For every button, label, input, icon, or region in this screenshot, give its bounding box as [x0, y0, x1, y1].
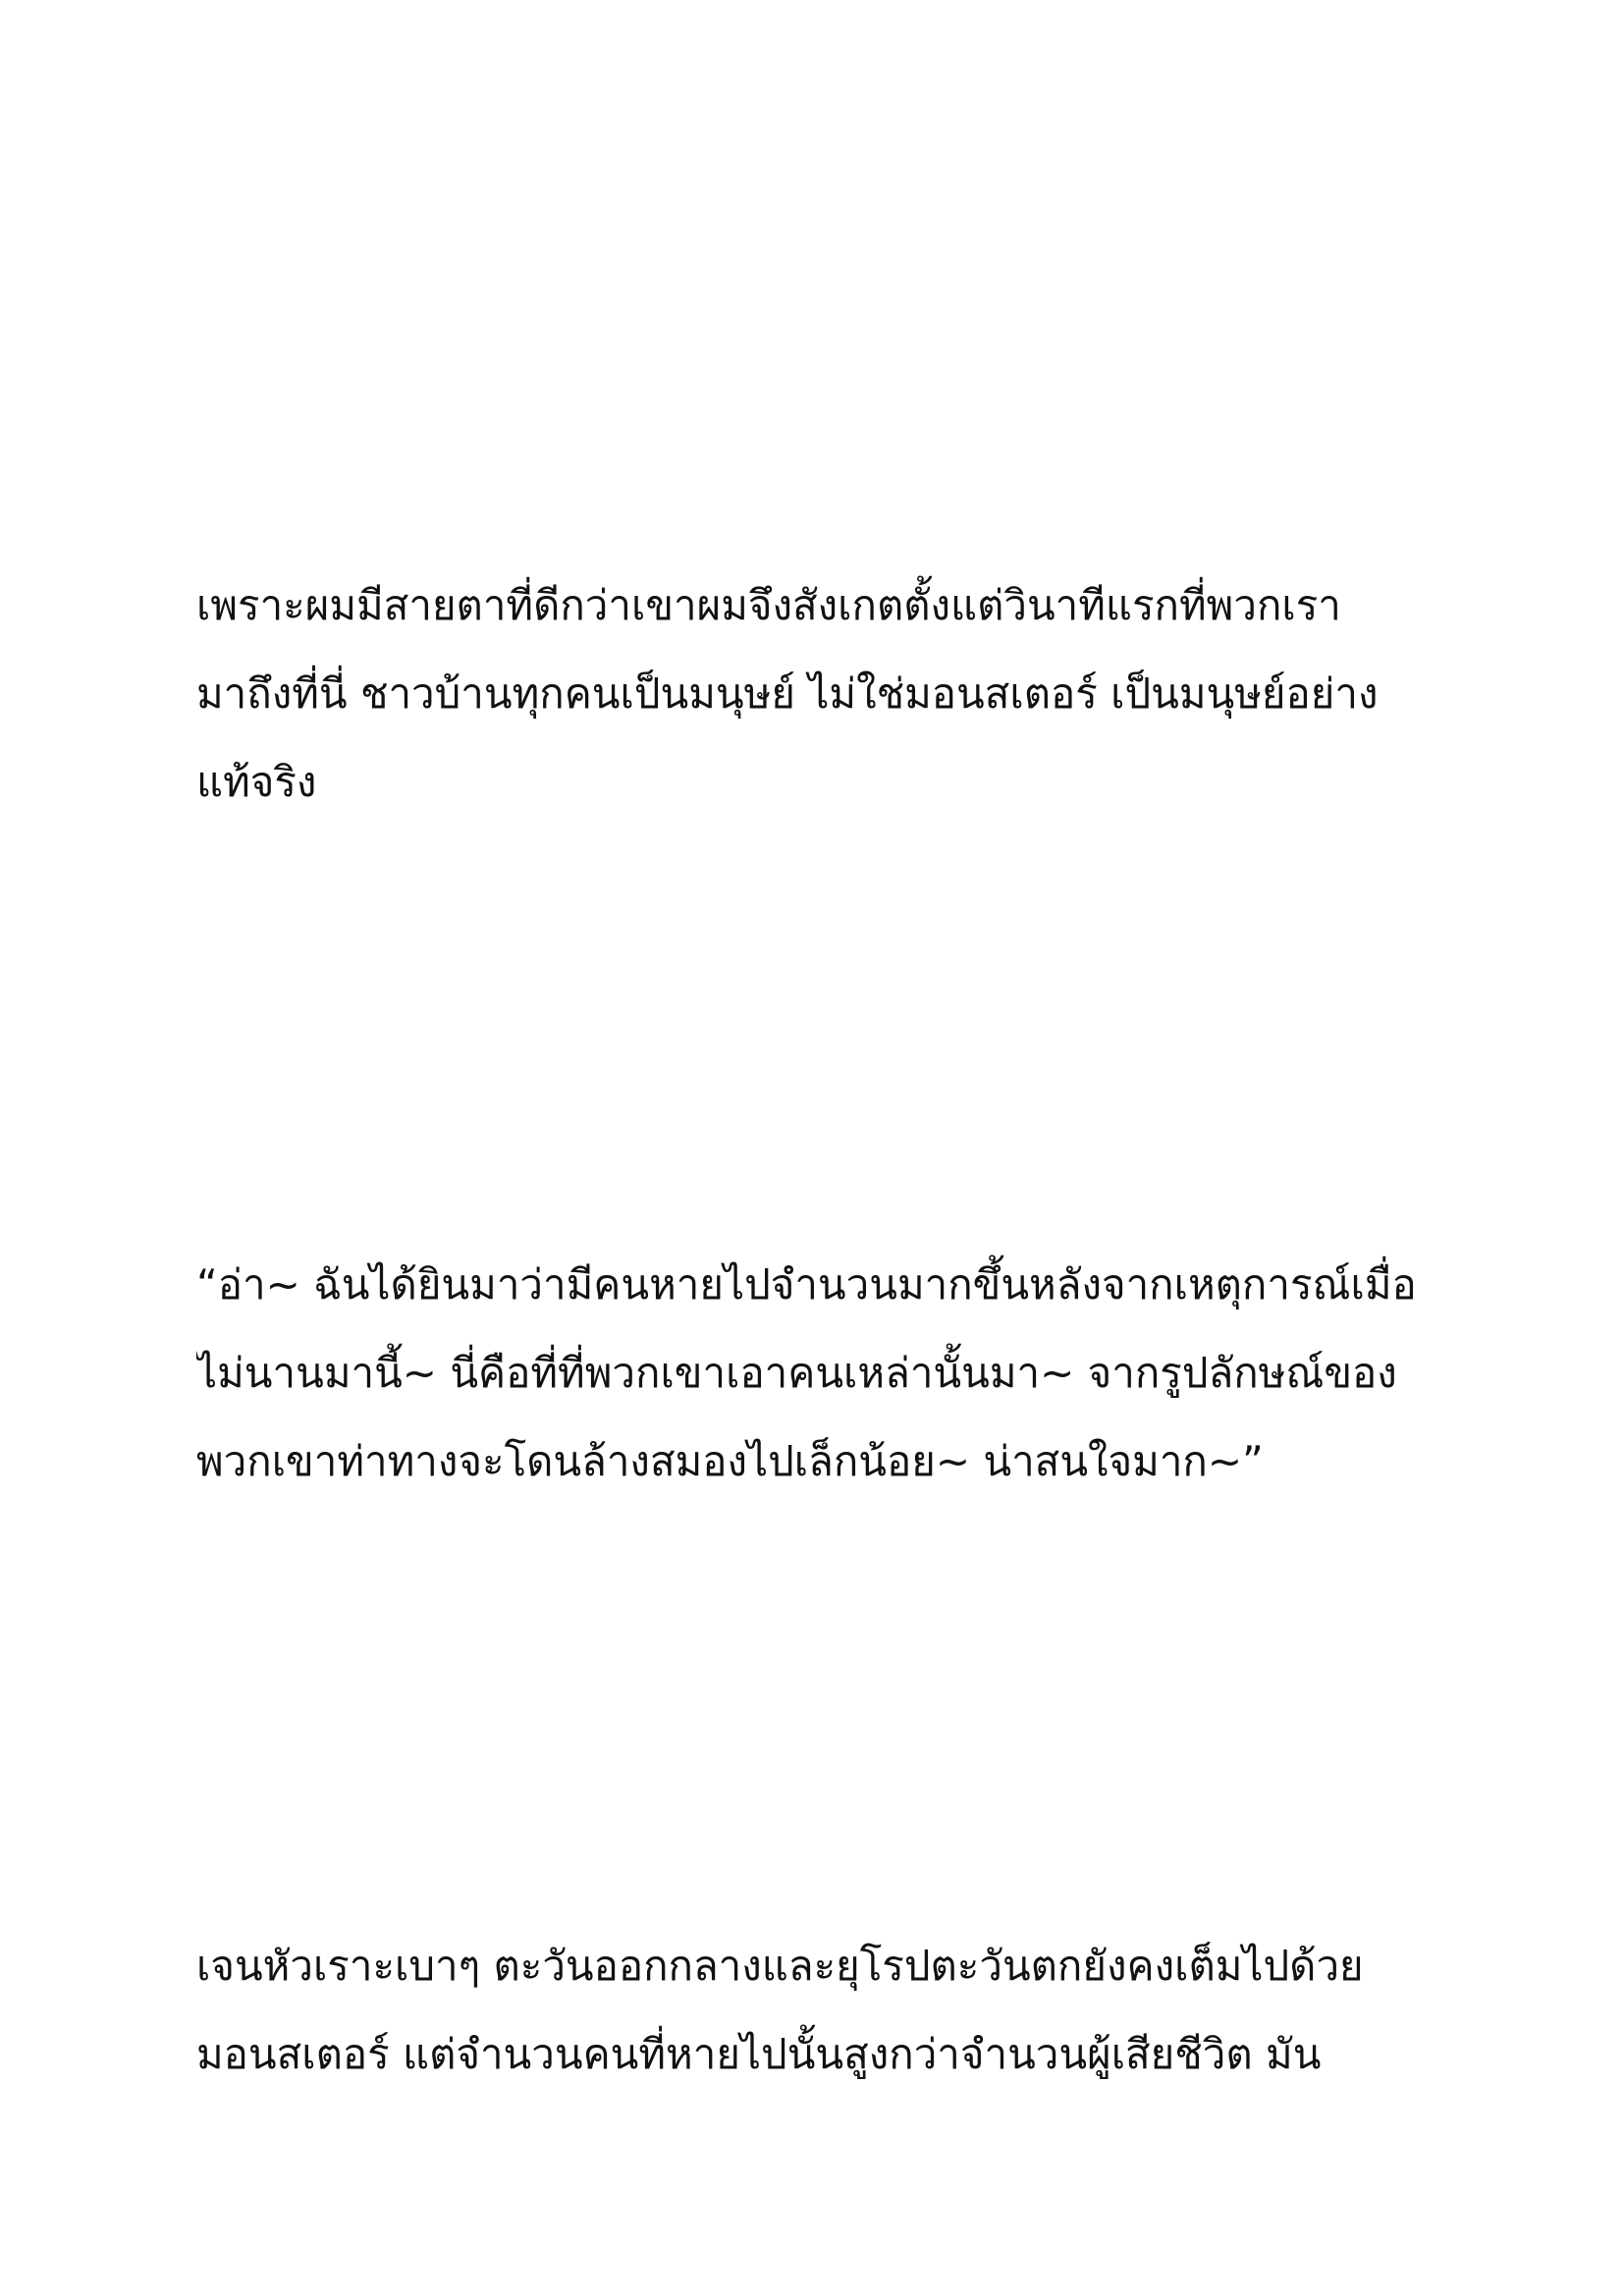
paragraph-narration: [196, 1922, 1463, 2099]
paragraph-line: เจนหัวเราะเบาๆ ตะวันออกกลางและยุโรปตะวันตกยังคงเต็มไปด้วย: [196, 1942, 1364, 1990]
paragraph-line: มาถึงที่นี่ ชาวบ้านทุกคนเป็นมนุษย์ ไม่ใช่มอนสเตอร์ เป็นมนุษย์อย่าง: [196, 669, 1379, 718]
paragraph-line: “อ่า~ ฉันได้ยินมาว่ามีคนหายไปจำนวนมากขึ้นหลังจากเหตุการณ์เมื่อ: [196, 1260, 1417, 1308]
paragraph-dialogue: [196, 1241, 1463, 1506]
paragraph-line: พวกเขาท่าทางจะโดนล้างสมองไปเล็กน้อย~ น่าสนใจมาก~”: [196, 1437, 1264, 1485]
paragraph-line: มอนสเตอร์ แต่จำนวนคนที่หายไปนั้นสูงกว่าจำนวนผู้เสียชีวิต มัน: [196, 2030, 1322, 2078]
paragraph-observation: [196, 561, 1463, 827]
paragraph-line: แท้จริง: [196, 758, 317, 806]
paragraph-line: ไม่นานมานี้~ นี่คือที่ที่พวกเขาเอาคนเหล่านั้นมา~ จากรูปลักษณ์ของ: [196, 1349, 1397, 1397]
paragraph-line: เพราะผมมีสายตาที่ดีกว่าเขาผมจึงสังเกตตั้งแต่วินาทีแรกที่พวกเรา: [196, 581, 1341, 629]
